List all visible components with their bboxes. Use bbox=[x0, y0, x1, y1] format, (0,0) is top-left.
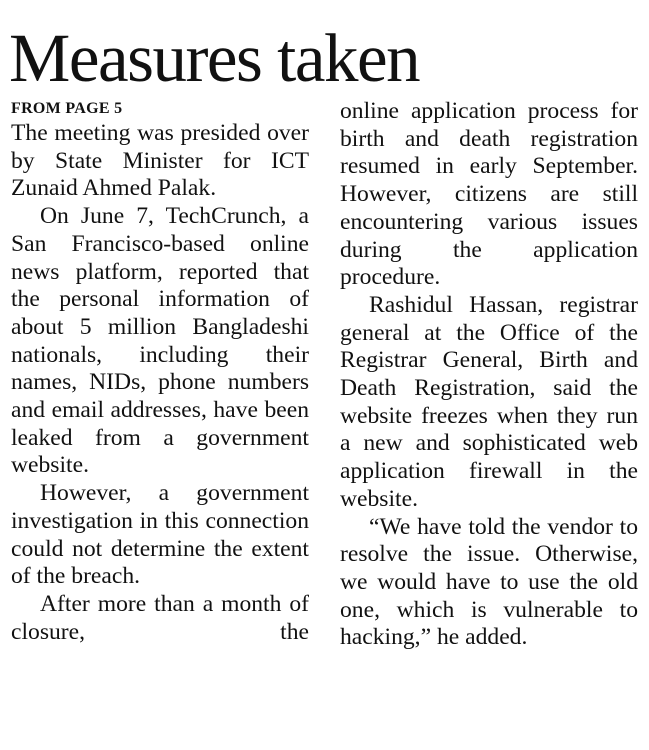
article-column-left bbox=[11, 98, 309, 646]
headline: Measures taken bbox=[9, 20, 420, 96]
paragraph: online application process for birth and death registration resumed in early September. However, citizens are still encountering various issues during the application procedure. bbox=[340, 98, 638, 291]
paragraph: On June 7, TechCrunch, a San Francisco-based online news platform, reported that the personal information of about 5 million Bangladeshi nationals, including their names, NIDs, phone numbers and email addresses, have been leaked from a government website. bbox=[11, 203, 309, 479]
paragraph: After more than a month of closure, the bbox=[11, 590, 309, 645]
continued-from-label: FROM PAGE 5 bbox=[11, 100, 123, 117]
paragraph: However, a government investigation in this connection could not determine the extent of the breach. bbox=[11, 480, 309, 590]
article-column-right bbox=[340, 98, 638, 652]
paragraph: “We have told the vendor to resolve the issue. Otherwise, we would have to use the old one, which is vulnerable to hacking,” he added. bbox=[340, 513, 638, 651]
paragraph: The meeting was presided over by State Minister for ICT Zunaid Ahmed Palak. bbox=[11, 120, 309, 202]
paragraph: Rashidul Hassan, registrar general at the Office of the Registrar General, Birth and Death Registration, said the website freezes when they run a new and sophisticated web application firewall in the website. bbox=[340, 291, 638, 512]
